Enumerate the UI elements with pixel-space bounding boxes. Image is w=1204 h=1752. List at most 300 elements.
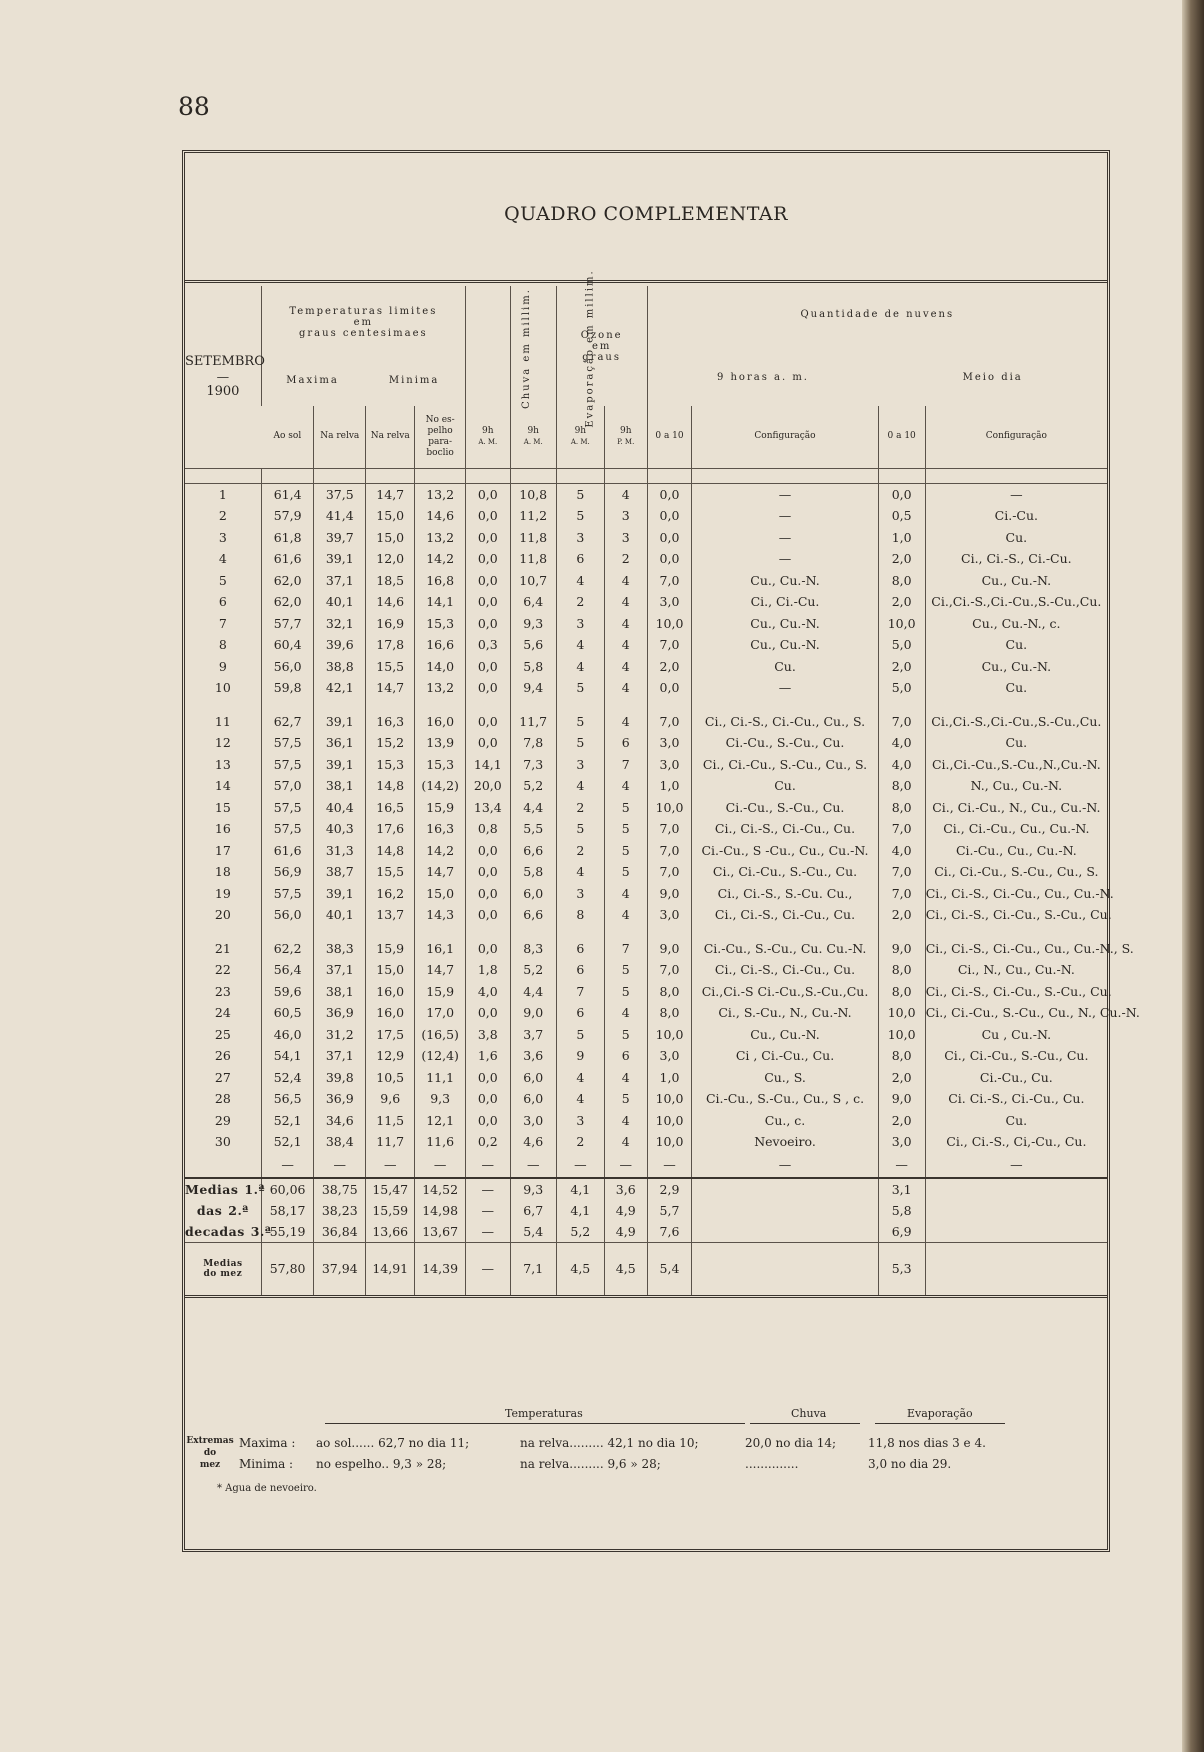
evap-cell: 5,5 [510, 818, 556, 840]
chuva-cell: 0,0 [465, 570, 510, 592]
chuva-cell: 0,0 [465, 505, 510, 527]
n9-cell: 0,0 [647, 527, 692, 549]
nm-cell: 2,0 [878, 548, 925, 570]
table-row [185, 570, 1107, 592]
relva-cell: 39,8 [314, 1067, 366, 1089]
n9-cell: 3,0 [647, 904, 692, 926]
c9-cell: Ci.-Cu., S.-Cu., Cu., S , c. [692, 1088, 878, 1110]
chuva-cell: 4,0 [465, 981, 510, 1003]
cm-cell: Cu , Cu.-N. [925, 1024, 1107, 1046]
gap-cell [314, 926, 366, 938]
chuva-cell: 0,0 [465, 711, 510, 733]
c9-cell: Cu., Cu.-N. [692, 634, 878, 656]
evap-cell: 3,0 [510, 1110, 556, 1132]
nove-horas-label: 9 horas a. m. [716, 372, 809, 383]
sol-cell: 46,0 [261, 1024, 314, 1046]
dash-cell [185, 1153, 261, 1178]
nm-cell: 2,0 [878, 656, 925, 678]
min-relva-cell: 16,0 [366, 1002, 415, 1024]
oz-pm-cell: 4 [604, 1067, 647, 1089]
min-relva-cell: 15,0 [366, 505, 415, 527]
gap-cell [465, 699, 510, 711]
sol-cell: 61,6 [261, 548, 314, 570]
relva-cell: 31,2 [314, 1024, 366, 1046]
chuva-cell: 0,0 [465, 861, 510, 883]
min-relva-cell: 15,2 [366, 732, 415, 754]
esp-cell: 14,2 [415, 548, 465, 570]
relva-cell: 39,6 [314, 634, 366, 656]
oz-am-cell: 3 [556, 527, 604, 549]
chuva-header [465, 286, 532, 409]
cm-cell: Ci., N., Cu., Cu.-N. [925, 959, 1107, 981]
nm-cell: 5,0 [878, 677, 925, 699]
spacer-cell [314, 468, 366, 483]
ext-max-chuva: 20,0 no dia 14; [745, 1436, 837, 1450]
oz-pm-cell: 4 [604, 677, 647, 699]
mean-esp-cell: 14,52 [415, 1178, 465, 1200]
day-cell: 20 [214, 907, 231, 923]
nuvens-header [647, 286, 1107, 406]
esp-cell: (12,4) [415, 1045, 465, 1067]
chuva-cell: 0,0 [465, 732, 510, 754]
chuva-cell: 0,0 [465, 904, 510, 926]
oz-pm-cell: 4 [604, 1110, 647, 1132]
oz-pm-cell: 4 [604, 570, 647, 592]
table-row [185, 656, 1107, 678]
cm-cell: Ci.,Ci.-S.,Ci.-Cu.,S.-Cu.,Cu. [925, 711, 1107, 733]
nuvens-9h-config-header: Configuração [692, 406, 878, 468]
chuva-cell: 1,6 [465, 1045, 510, 1067]
gap-cell [604, 699, 647, 711]
mean-oz-pm-cell: 4,9 [604, 1221, 647, 1243]
extremas-label-line1: Extremas [186, 1436, 234, 1446]
nm-cell: 10,0 [878, 1002, 925, 1024]
decade-mean-label [185, 1200, 261, 1221]
extremas-label-line2: do [203, 1448, 217, 1458]
evap-cell: 10,8 [510, 483, 556, 505]
evaporacao-header [510, 268, 596, 428]
table-row [185, 861, 1107, 883]
gap-cell [366, 926, 415, 938]
ozone-line3: graus [582, 351, 621, 363]
sol-cell: 62,0 [261, 570, 314, 592]
temperature-group-header [261, 286, 465, 406]
cm-cell: Ci.-Cu., Cu., Cu.-N. [925, 840, 1107, 862]
esp-cell: 13,9 [415, 732, 465, 754]
month-mean-label [185, 1242, 261, 1296]
cm-cell: Ci., Ci.-S., Ci.-Cu. [925, 548, 1107, 570]
sol-cell: 57,5 [261, 797, 314, 819]
mean-relva-cell: 38,23 [314, 1200, 366, 1221]
mean-nm-cell: 6,9 [878, 1221, 925, 1243]
oz-am-cell: 8 [556, 904, 604, 926]
ozone-pm-hour: 9h [619, 425, 632, 436]
n9-cell: 7,0 [647, 711, 692, 733]
nm-cell: 10,0 [878, 613, 925, 635]
relva-cell: 38,3 [314, 938, 366, 960]
ext-min-espelho: no espelho.. 9,3 » 28; [316, 1457, 447, 1471]
relva-cell: 37,1 [314, 570, 366, 592]
mean-chuva-cell: — [465, 1221, 510, 1243]
chuva-cell: 0,0 [465, 1067, 510, 1089]
month-mean-label-line: Medias [203, 1258, 243, 1269]
oz-pm-cell: 5 [604, 818, 647, 840]
c9-cell: Nevoeiro. [692, 1131, 878, 1153]
evap-cell: 7,8 [510, 732, 556, 754]
empty-cell [925, 1221, 1107, 1243]
mean-relva-cell: 36,84 [314, 1221, 366, 1243]
c9-cell: Ci.-Cu., S.-Cu., Cu. [692, 797, 878, 819]
sol-cell: 52,4 [261, 1067, 314, 1089]
oz-am-cell: 4 [556, 1088, 604, 1110]
cm-cell: Ci., Ci.-Cu., N., Cu., Cu.-N. [925, 797, 1107, 819]
c9-cell: — [692, 527, 878, 549]
spacer-cell [647, 468, 692, 483]
gap-cell [314, 699, 366, 711]
n9-cell: 7,0 [647, 861, 692, 883]
mean-relva-cell: 38,75 [314, 1178, 366, 1200]
esp-cell: 16,8 [415, 570, 465, 592]
month-chuva-cell: — [465, 1242, 510, 1296]
decade-mean-row [185, 1221, 1107, 1243]
nuvens-label: Quantidade de nuvens [800, 309, 955, 320]
evap-cell: 11,8 [510, 548, 556, 570]
relva-cell: 37,1 [314, 959, 366, 981]
sol-cell: 56,0 [261, 656, 314, 678]
n9-cell: 1,0 [647, 1067, 692, 1089]
mean-chuva-cell: — [465, 1200, 510, 1221]
spacer-cell [185, 468, 261, 483]
extremes-section [185, 1381, 1107, 1501]
day-cell: 18 [214, 864, 231, 880]
decade-number: 3.ª [250, 1223, 272, 1239]
min-relva-cell: 17,6 [366, 818, 415, 840]
oz-am-cell: 3 [556, 613, 604, 635]
mean-nm-cell: 5,8 [878, 1200, 925, 1221]
cm-cell: Ci.,Ci.-Cu.,S.-Cu.,N.,Cu.-N. [925, 754, 1107, 776]
relva-cell: 36,9 [314, 1002, 366, 1024]
evap-cell: 8,3 [510, 938, 556, 960]
ext-max-evap: 11,8 nos dias 3 e 4. [868, 1436, 986, 1450]
ext-evaporacao-header: Evaporação [907, 1407, 973, 1420]
spacer-cell [510, 468, 556, 483]
chuva-cell: 0,0 [465, 591, 510, 613]
extremas-label-line3: mez [199, 1460, 221, 1470]
cm-cell: Ci., Ci.-S., Ci.-Cu., Cu., Cu.-N., S. [925, 938, 1107, 960]
oz-am-cell: 4 [556, 861, 604, 883]
nm-cell: 7,0 [878, 861, 925, 883]
cm-cell: Cu. [925, 1110, 1107, 1132]
spacer-cell [692, 468, 878, 483]
ext-maxima-label: Maxima : [239, 1436, 296, 1450]
evap-cell: 5,2 [510, 959, 556, 981]
day-cell: 23 [214, 983, 231, 999]
oz-pm-cell: 4 [604, 656, 647, 678]
decade-mean-label [185, 1221, 272, 1243]
evap-cell: 6,6 [510, 904, 556, 926]
relva-cell: 40,4 [314, 797, 366, 819]
n9-cell: 0,0 [647, 677, 692, 699]
min-relva-cell: 14,7 [366, 483, 415, 505]
evap-cell: 6,0 [510, 883, 556, 905]
empty-cell [692, 1200, 878, 1221]
n9-cell: 7,0 [647, 570, 692, 592]
min-relva-cell: 18,5 [366, 570, 415, 592]
ext-chuva-rule [750, 1423, 860, 1424]
oz-am-cell: 2 [556, 840, 604, 862]
day-cell: 9 [218, 658, 227, 674]
c9-cell: Ci., Ci.-Cu. [692, 591, 878, 613]
table-body [185, 468, 1140, 1296]
relva-cell: 38,1 [314, 981, 366, 1003]
min-relva-cell: 12,0 [366, 548, 415, 570]
espelho-header: No es-pelho para-boclio [415, 406, 465, 468]
table-row [185, 711, 1107, 733]
relva-cell: 36,1 [314, 732, 366, 754]
c9-cell: Ci.,Ci.-S Ci.-Cu.,S.-Cu.,Cu. [692, 981, 878, 1003]
dash-cell: — [604, 1153, 647, 1178]
mean-n9-cell: 7,6 [647, 1221, 692, 1243]
day-cell: 13 [214, 756, 231, 772]
relva-cell: 31,3 [314, 840, 366, 862]
ext-temperaturas-header: Temperaturas [505, 1407, 583, 1420]
esp-cell: 15,0 [415, 883, 465, 905]
chuva-cell: 0,3 [465, 634, 510, 656]
chuva-cell: 0,2 [465, 1131, 510, 1153]
decade-number: 1.ª [244, 1181, 266, 1197]
sol-cell: 62,0 [261, 591, 314, 613]
cm-cell: Ci., Ci.-Cu., S.-Cu., Cu. [925, 1045, 1107, 1067]
ext-min-relva: na relva......... 9,6 » 28; [520, 1457, 661, 1471]
sol-cell: 57,0 [261, 775, 314, 797]
chuva-cell: 0,0 [465, 483, 510, 505]
oz-pm-cell: 4 [604, 483, 647, 505]
oz-pm-cell: 6 [604, 732, 647, 754]
mean-min-relva-cell: 15,59 [366, 1200, 415, 1221]
oz-pm-cell: 5 [604, 797, 647, 819]
gap-cell [510, 926, 556, 938]
day-cell: 8 [218, 637, 227, 653]
ozone-header [556, 286, 647, 406]
cm-cell: — [925, 483, 1107, 505]
oz-pm-cell: 4 [604, 634, 647, 656]
chuva-cell: 0,8 [465, 818, 510, 840]
nm-cell: 3,0 [878, 1131, 925, 1153]
oz-pm-cell: 4 [604, 591, 647, 613]
day-cell: 25 [214, 1026, 231, 1042]
min-relva-cell: 10,5 [366, 1067, 415, 1089]
esp-cell: 16,1 [415, 938, 465, 960]
oz-am-cell: 5 [556, 677, 604, 699]
oz-pm-cell: 4 [604, 883, 647, 905]
sol-cell: 57,5 [261, 883, 314, 905]
relva-cell: 38,7 [314, 861, 366, 883]
min-relva-cell: 14,7 [366, 677, 415, 699]
oz-pm-cell: 7 [604, 754, 647, 776]
oz-am-cell: 9 [556, 1045, 604, 1067]
esp-cell: 9,3 [415, 1088, 465, 1110]
cm-cell: Ci.-Cu. [925, 505, 1107, 527]
mean-oz-am-cell: 5,2 [556, 1221, 604, 1243]
day-cell: 16 [214, 821, 231, 837]
n9-cell: 0,0 [647, 505, 692, 527]
table-row [185, 797, 1107, 819]
day-cell: 17 [214, 842, 231, 858]
n9-cell: 3,0 [647, 1045, 692, 1067]
table-row [185, 1045, 1107, 1067]
oz-am-cell: 2 [556, 797, 604, 819]
table-row [185, 818, 1107, 840]
min-relva-cell: 15,0 [366, 527, 415, 549]
na-relva-max-header: Na relva [314, 406, 366, 468]
evap-hour-header [510, 406, 556, 468]
cm-cell: Cu. [925, 634, 1107, 656]
month-mean-label-line: do mez [203, 1268, 243, 1279]
nm-cell: 9,0 [878, 938, 925, 960]
c9-cell: Cu., Cu.-N. [692, 613, 878, 635]
dash-cell: — [925, 1153, 1107, 1178]
nm-cell: 9,0 [878, 1088, 925, 1110]
nuvens-noon-config-header: Configuração [925, 406, 1107, 468]
relva-cell: 37,1 [314, 1045, 366, 1067]
month-nm-cell: 5,3 [878, 1242, 925, 1296]
table-row [185, 1067, 1107, 1089]
min-relva-cell: 15,9 [366, 938, 415, 960]
dash-cell: — [465, 1153, 510, 1178]
min-relva-cell: 15,3 [366, 754, 415, 776]
oz-am-cell: 3 [556, 1110, 604, 1132]
n9-cell: 0,0 [647, 483, 692, 505]
table-frame [182, 150, 1140, 1552]
spacer-cell [556, 468, 604, 483]
min-relva-cell: 12,9 [366, 1045, 415, 1067]
table-row [185, 959, 1107, 981]
min-relva-cell: 11,7 [366, 1131, 415, 1153]
mean-oz-pm-cell: 4,9 [604, 1200, 647, 1221]
month-label: SETEMBRO [185, 354, 265, 370]
table-row [185, 591, 1107, 613]
n9-cell: 8,0 [647, 981, 692, 1003]
c9-cell: — [692, 548, 878, 570]
ext-min-evap: 3,0 no dia 29. [868, 1457, 952, 1471]
relva-cell: 42,1 [314, 677, 366, 699]
table-row [185, 1024, 1107, 1046]
gap-cell [647, 926, 692, 938]
sol-cell: 61,4 [261, 483, 314, 505]
gap-cell [878, 926, 925, 938]
evap-cell: 3,6 [510, 1045, 556, 1067]
table-row [185, 840, 1107, 862]
table-row [185, 1110, 1107, 1132]
day-cell: 21 [214, 940, 231, 956]
esp-cell: 13,2 [415, 483, 465, 505]
chuva-cell: 1,8 [465, 959, 510, 981]
oz-am-cell: 6 [556, 1002, 604, 1024]
n9-cell: 7,0 [647, 840, 692, 862]
month-sol-cell: 57,80 [261, 1242, 314, 1296]
evap-cell: 11,7 [510, 711, 556, 733]
decade-number: 2.ª [228, 1202, 249, 1218]
ozone-am: A. M. [570, 437, 590, 446]
day-cell: 11 [214, 713, 231, 729]
esp-cell: 16,6 [415, 634, 465, 656]
oz-pm-cell: 5 [604, 861, 647, 883]
esp-cell: 14,1 [415, 591, 465, 613]
table-row [185, 981, 1107, 1003]
chuva-cell: 0,0 [465, 527, 510, 549]
spacer-cell [415, 468, 465, 483]
cm-cell: Ci., Ci.-Cu., Cu., Cu.-N. [925, 818, 1107, 840]
min-relva-cell: 17,8 [366, 634, 415, 656]
gap-cell [261, 926, 314, 938]
table-row [185, 677, 1107, 699]
day-cell: 1 [218, 486, 227, 502]
sol-cell: 52,1 [261, 1110, 314, 1132]
ao-sol-header: Ao sol [261, 406, 314, 468]
spacer-cell [261, 468, 314, 483]
sol-cell: 57,5 [261, 754, 314, 776]
sol-cell: 57,5 [261, 818, 314, 840]
sol-cell: 56,4 [261, 959, 314, 981]
chuva-am: A. M. [478, 437, 498, 446]
mean-evap-cell: 5,4 [510, 1221, 556, 1243]
nm-cell: 8,0 [878, 1045, 925, 1067]
oz-pm-cell: 5 [604, 959, 647, 981]
n9-cell: 10,0 [647, 1131, 692, 1153]
dash-cell: — [261, 1153, 314, 1178]
oz-pm-cell: 5 [604, 1088, 647, 1110]
day-cell: 3 [218, 529, 227, 545]
gap-cell [878, 699, 925, 711]
n9-cell: 3,0 [647, 591, 692, 613]
dash-cell: — [510, 1153, 556, 1178]
table-row [185, 483, 1107, 505]
oz-am-cell: 3 [556, 883, 604, 905]
min-relva-cell: 16,9 [366, 613, 415, 635]
c9-cell: Cu., Cu.-N. [692, 570, 878, 592]
gap-cell [415, 699, 465, 711]
esp-cell: 15,9 [415, 981, 465, 1003]
nm-cell: 4,0 [878, 754, 925, 776]
n9-cell: 7,0 [647, 818, 692, 840]
chuva-hour-header [465, 406, 510, 468]
c9-cell: Ci., Ci.-S., Ci.-Cu., Cu. [692, 818, 878, 840]
evap-cell: 6,0 [510, 1067, 556, 1089]
evap-cell: 10,7 [510, 570, 556, 592]
oz-pm-cell: 4 [604, 904, 647, 926]
sol-cell: 54,1 [261, 1045, 314, 1067]
ozone-am-header [556, 406, 604, 468]
dash-cell: — [692, 1153, 878, 1178]
year-label: 1900 [206, 384, 240, 400]
evap-hour: 9h [527, 425, 539, 436]
n9-cell: 10,0 [647, 1088, 692, 1110]
day-cell: 14 [214, 778, 231, 794]
mean-sol-cell: 60,06 [261, 1178, 314, 1200]
sol-cell: 59,6 [261, 981, 314, 1003]
c9-cell: Ci., S.-Cu., N., Cu.-N. [692, 1002, 878, 1024]
esp-cell: 11,1 [415, 1067, 465, 1089]
day-cell: 10 [214, 680, 231, 696]
cm-cell: Ci. Ci.-S., Ci.-Cu., Cu. [925, 1088, 1107, 1110]
oz-am-cell: 4 [556, 570, 604, 592]
nm-cell: 1,0 [878, 527, 925, 549]
spacer-cell [925, 468, 1107, 483]
oz-am-cell: 6 [556, 959, 604, 981]
sol-cell: 59,8 [261, 677, 314, 699]
nm-cell: 4,0 [878, 732, 925, 754]
ozone-line1: Ozone [580, 329, 623, 341]
